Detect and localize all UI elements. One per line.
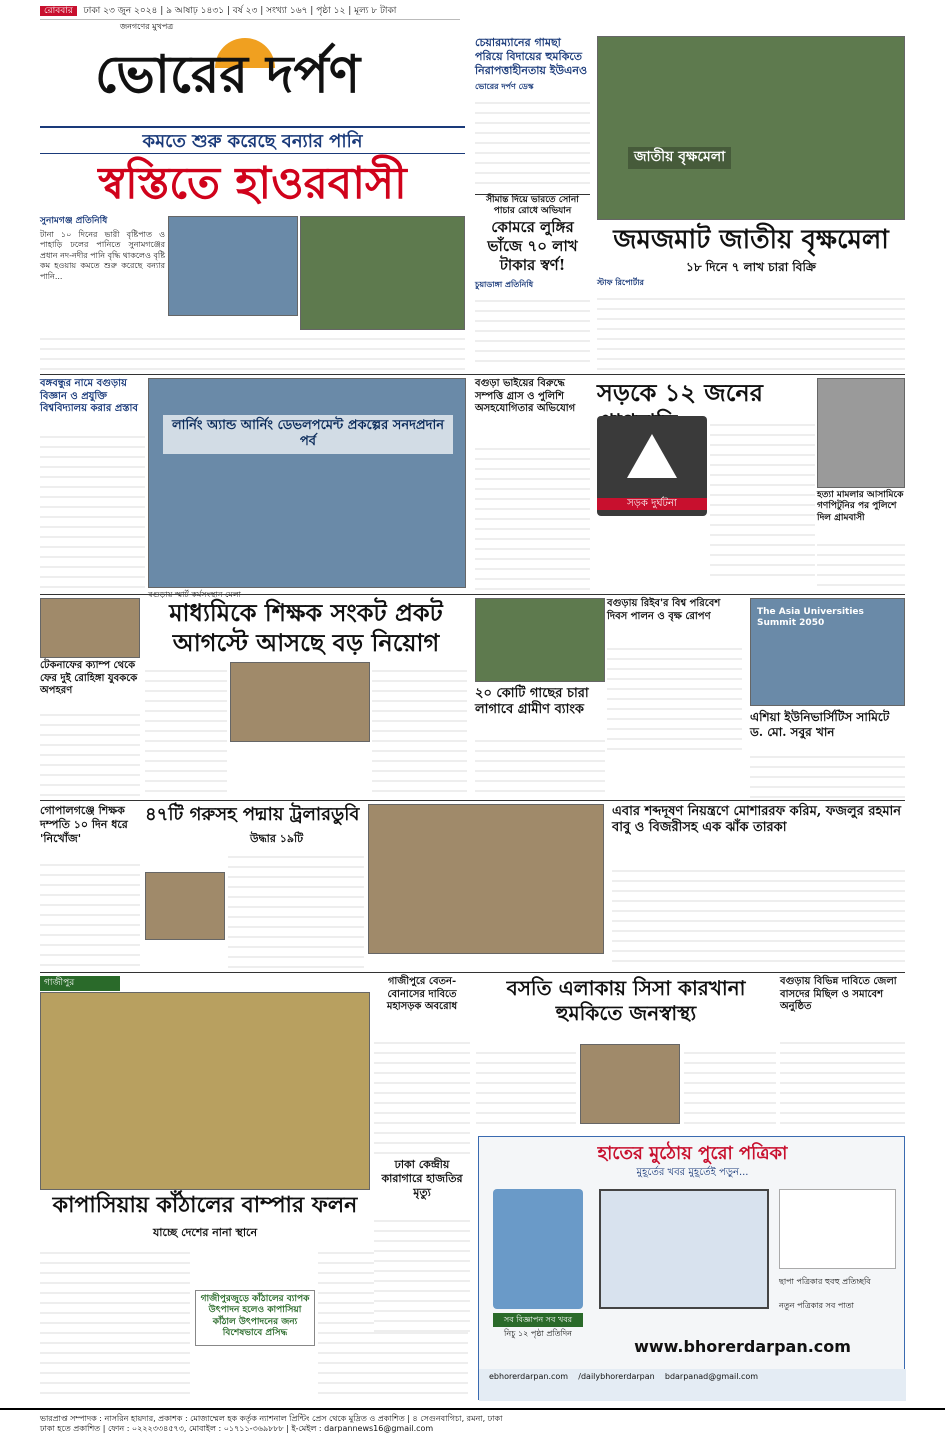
dhaka-jail-headline: ঢাকা কেন্দ্রীয় কারাগারে হাজতির মৃত্যু [381, 1158, 463, 1199]
dateline-day: রোববার [40, 6, 77, 16]
lead-body: টানা ১০ দিনের ভারী বৃষ্টিপাত ও পাহাড়ি ঢলের পানিতে সুনামগঞ্জের প্রধান নদ-নদীর পানি বৃদ্ধি থাকলেও বৃষ্টি কম হওয়ায় কমতে শুরু করেছে বন্যার পানি... [40, 230, 165, 281]
lead-byline: সুনামগঞ্জ প্রতিনিধি [40, 216, 108, 226]
teacher-headline: মাধ্যমিকে শিক্ষক সংকট প্রকট আগস্টে আসছে বড় নিয়োগ [169, 598, 443, 657]
road-headline: সড়কে ১২ জনের [597, 378, 763, 407]
bogura-uni-body [40, 428, 145, 588]
tree-fair-sign: জাতীয় বৃক্ষমেলা [628, 147, 731, 169]
ad-badge-2: নিচু ১২ পৃষ্ঠা প্রতিদিন [504, 1329, 572, 1338]
chairman-body [475, 94, 590, 190]
bogura-brother-headline: বগুড়া ভাইয়ের বিরুদ্ধে সম্পত্তি গ্রাস ও পুলিশি অসহযোগিতার অভিযোগ [475, 378, 576, 414]
asia-summit-slide: The Asia Universities Summit 2050 [757, 607, 864, 629]
murder-body [817, 536, 905, 586]
suspect-photo [817, 378, 905, 488]
ad-bullet-1: ছাপা পত্রিকার হুবহু প্রতিচ্ছবি [779, 1277, 871, 1286]
imprint-line-2: ঢাকা হতে প্রকাশিত | ফোন : ০২২২৩৩৪৫৭৩, মোবাইল : ০১৭১১-৩৬৯৮৮৮ | ই-মেইল : darpannews16@gmail.com [40, 1424, 434, 1433]
newspaper-thumbs [779, 1189, 896, 1269]
bogura-uni-headline: বঙ্গবন্ধুর নামে বগুড়ায় বিজ্ঞান ও প্রযুক্তি বিশ্ববিদ্যালয় করার প্রস্তাব [40, 378, 138, 414]
gopalganj-headline: গোপালগঞ্জে শিক্ষক দম্পতি ১০ দিন ধরে 'নিখোঁজ' [40, 804, 128, 845]
kapasia-pullquote: গাজীপুরজুড়ে কাঁঠালের ব্যাপক উৎপাদন হলেও কাপাসিয়া কাঁঠাল উৎপাদনের জন্য বিশেষভাবে প্রসিদ্ধ [195, 1290, 315, 1346]
chairman-byline: ভোরের দর্পণ ডেস্ক [475, 82, 534, 91]
lead-factory-headline: বসতি এলাকায় সিসা কারখানা হুমকিতে জনস্বাস্থ্য [506, 976, 746, 1025]
bogura-rally-headline: বগুড়ায় বিভিন্ন দাবিতে জেলা বাসদের মিছিল ও সমাবেশ অনুষ্ঠিত [780, 976, 897, 1012]
ad-facebook-link[interactable]: /dailybhorerdarpan [578, 1372, 655, 1381]
env-headline: বগুড়ায় রিইব'র বিশ্ব পরিবেশ দিবস পালন ও বৃক্ষ রোপণ [607, 598, 721, 622]
gold-byline: চুয়াডাঙ্গা প্রতিনিধি [475, 280, 534, 289]
gold-kicker: সীমান্ত দিয়ে ভারতে সোনা পাচার রোধে অভিযান [475, 194, 590, 216]
asia-headline: এশিয়া ইউনিভার্সিটিস সামিটে ড. মো. সবুর খান [750, 710, 890, 739]
shobdo-headline: এবার শব্দদূষণ নিয়ন্ত্রণে মোশাররফ করিম, ফজলুর রহমান বাবু ও বিজরীসহ এক ঝাঁক তারকা [612, 804, 902, 836]
gazipur-crowd-photo [368, 804, 604, 954]
ad-site-link[interactable]: ebhorerdarpan.com [489, 1372, 569, 1381]
phone-graphic [493, 1189, 583, 1309]
dateline [40, 6, 460, 20]
ad-url[interactable]: www.bhorerdarpan.com [634, 1337, 851, 1356]
epaper-ad [478, 1136, 905, 1400]
gazipur-rally-headline: গাজীপুরে বেতন-বোনাসের দাবিতে মহাসড়ক অবরোধ [386, 976, 458, 1012]
row-divider-2 [40, 594, 905, 595]
lead-factory-photo [580, 1044, 680, 1124]
teacher-body-1 [145, 662, 227, 798]
classroom-photo [230, 662, 370, 742]
asia-summit-photo [750, 598, 905, 706]
murder-headline: হত্যা মামলার আসামিকে গণপিটুনির পর পুলিশে দিল গ্রামবাসী [817, 490, 904, 523]
row-divider-3 [40, 800, 905, 801]
warning-sign-icon [627, 434, 677, 478]
flood-photo-right [300, 216, 465, 330]
row-divider-1 [40, 374, 905, 375]
asia-body [750, 748, 905, 798]
padma-body [228, 848, 364, 968]
masthead-tagline: জনগণের মুখপত্র [120, 22, 174, 31]
rohingya-photos [40, 598, 140, 658]
kapasia-body-1 [40, 1244, 190, 1400]
tree-fair-headline: জমজমাট জাতীয় বৃক্ষমেলা [613, 225, 889, 255]
dateline-text: ঢাকা ২৩ জুন ২০২৪ | ৯ আষাঢ় ১৪৩১ | বর্ষ ২৩ | সংখ্যা ১৬৭ | পৃষ্ঠা ১২ | মূল্য ৮ টাকা [83, 6, 397, 16]
ad-badge: সব বিজ্ঞাপন সব খবর [493, 1313, 583, 1327]
flood-photo-left [168, 216, 298, 316]
imprint-line-1: ভারপ্রাপ্ত সম্পাদক : নাসরিন হায়দার, প্রকাশক : মোজাম্মেল হক কর্তৃক ন্যাশনাল প্রিন্টিং প্রেস থেকে মুদ্রিত ও প্রকাশিত | ৪ সেগুনবাগিচা, রমনা, ঢাকা [40, 1414, 503, 1423]
gold-headline: কোমরে লুঙ্গির ভাঁজে ৭০ লাখ টাকার স্বর্ণ! [487, 218, 578, 274]
road-sign-graphic [597, 416, 707, 516]
gazipur-rally-body [374, 1034, 470, 1154]
laptop-graphic [599, 1189, 769, 1309]
ad-subhead: মুহূর্তের খবর মুহূর্তেই পড়ুন... [636, 1167, 749, 1178]
bogura-fair-banner: লার্নিং অ্যান্ড আর্নিং ডেভলপমেন্ট প্রকল্পের সনদপ্রদান পর্ব [163, 415, 453, 454]
grameen-headline: ২০ কোটি গাছের চারা লাগাবে গ্রামীণ ব্যাংক [475, 686, 589, 718]
masthead [40, 22, 460, 122]
kapasia-sub: যাচ্ছে দেশের নানা স্থানে [152, 1226, 258, 1239]
tree-fair-photo [597, 36, 905, 220]
masthead-name: ভোরের দর্পণ [95, 44, 361, 105]
grameen-body [475, 732, 605, 798]
ad-contact-bar [479, 1369, 906, 1401]
rohingya-body [40, 706, 140, 798]
lead-kicker: কমতে শুরু করেছে বন্যার পানি [40, 126, 465, 154]
tree-fair-byline: স্টাফ রিপোর্টার [597, 278, 644, 287]
rohingya-headline: টেকনাফের ক্যাম্প থেকে ফের দুই রোহিঙ্গা যুবককে অপহরণ [40, 660, 138, 696]
ad-bullet-2: নতুন পত্রিকার সব পাতা [779, 1301, 854, 1310]
imprint-footer [0, 1408, 945, 1452]
shobdo-body [612, 862, 905, 968]
kapasia-tag: গাজীপুর [40, 976, 120, 991]
road-sign-label: সড়ক দুর্ঘটনা [597, 498, 707, 511]
padma-headline: ৪৭টি গরুসহ পদ্মায় ট্রলারডুবি [145, 804, 360, 825]
tree-fair-subhead: ১৮ দিনে ৭ লাখ চারা বিক্রি [686, 260, 816, 274]
lead-factory-body-2 [684, 1044, 776, 1124]
dhaka-jail-body [374, 1212, 470, 1332]
lead-headline: স্বস্তিতে হাওরবাসী [98, 158, 407, 209]
tree-fair-body [597, 290, 905, 370]
jackfruit-photo [40, 992, 370, 1190]
chairman-headline: চেয়ারম্যানের গামছা পরিয়ে বিদায়ের হুমকিতে নিরাপত্তাহীনতায় ইউএনও [475, 36, 588, 77]
padma-photo [145, 872, 225, 940]
lead-body-continued [40, 330, 465, 370]
teacher-body-2 [372, 662, 467, 798]
env-body [607, 640, 742, 752]
gopalganj-body [40, 856, 140, 968]
kapasia-headline: কাপাসিয়ায় কাঁঠালের বাম্পার ফলন [52, 1192, 358, 1218]
road-body [710, 416, 815, 576]
gold-body [475, 292, 590, 367]
env-day-photo [475, 598, 605, 682]
bogura-rally-body [780, 1034, 905, 1124]
ad-headline: হাতের মুঠোয় পুরো পত্রিকা [597, 1143, 788, 1164]
lead-factory-body-1 [476, 1044, 576, 1124]
bogura-fair-photo [148, 378, 466, 588]
padma-sub: উদ্ধার ১৯টি [250, 832, 304, 845]
ad-email-link[interactable]: bdarpanad@gmail.com [664, 1372, 759, 1381]
bogura-brother-body [475, 440, 590, 590]
row-divider-4 [40, 972, 905, 973]
